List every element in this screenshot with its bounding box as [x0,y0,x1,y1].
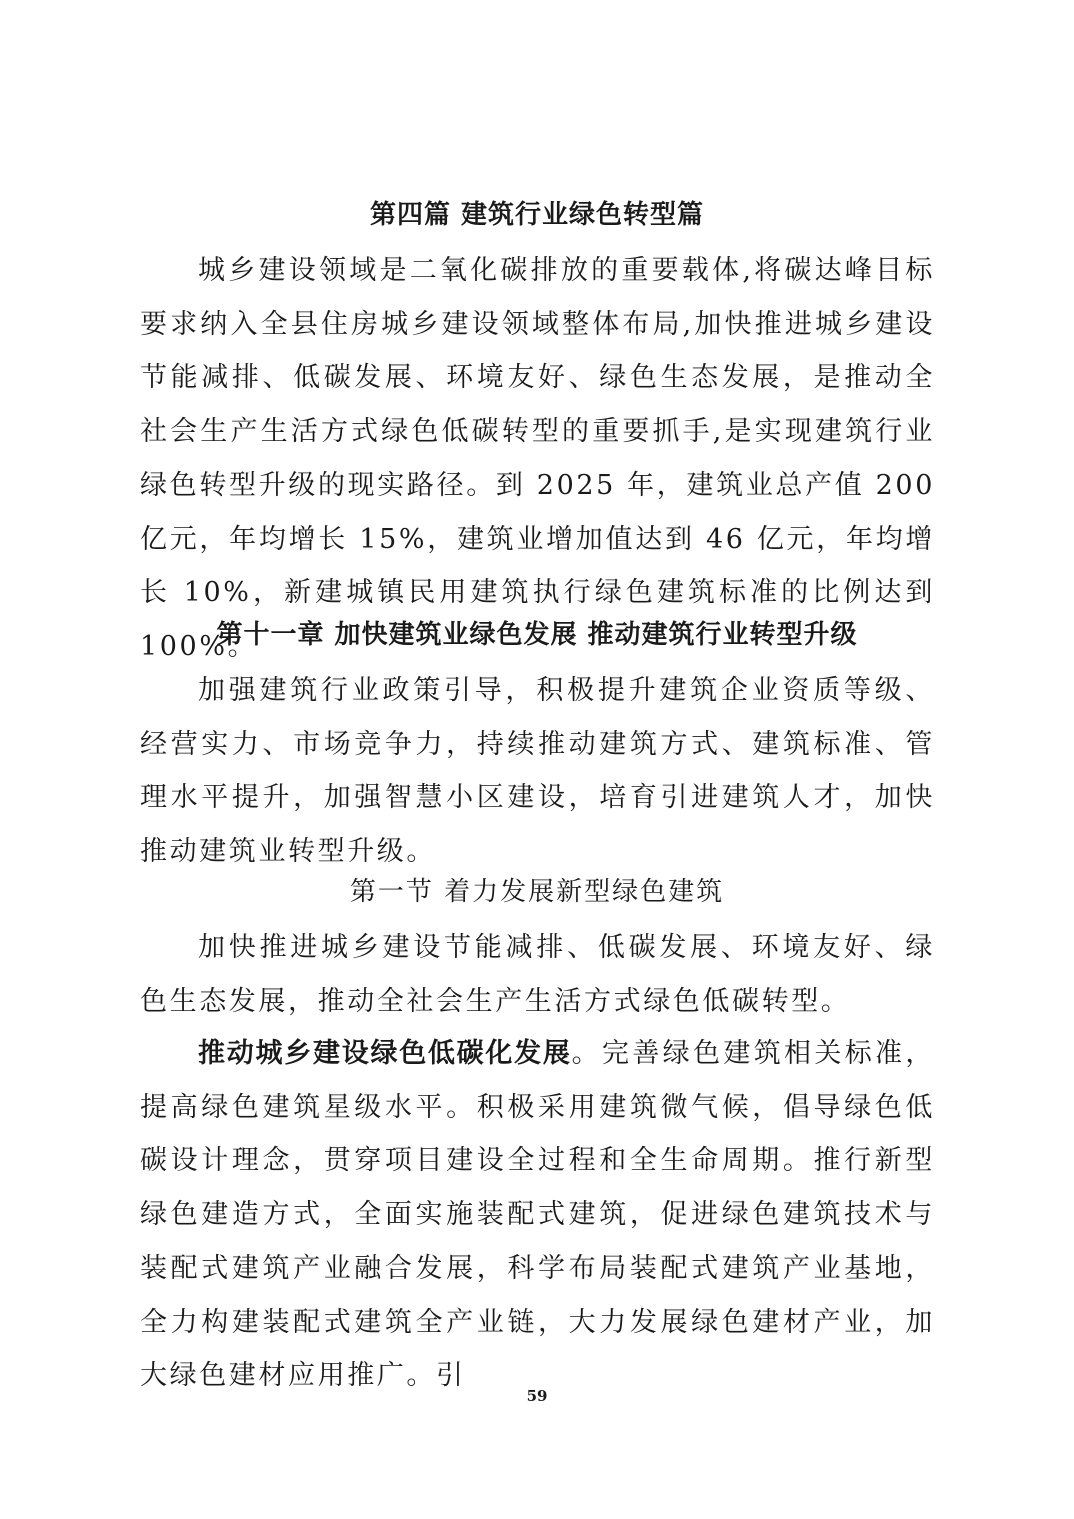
detail-paragraph [140,1027,935,1403]
section-title: 第一节 着力发展新型绿色建筑 [349,877,725,907]
intro-paragraph: 城乡建设领域是二氧化碳排放的重要载体,将碳达峰目标要求纳入全县住房城乡建设领域整体布局,加快推进城乡建设节能减排、低碳发展、环境友好、绿色生态发展，是推动全社会生产生活方式绿色低碳转型的重要抓手,是实现建筑行业绿色转型升级的现实路径。到 2025 年，建筑业总产值 200 亿元，年均增长 15%，建筑业增加值达到 46 亿元，年均增长 10%，新建城镇民用建筑执行绿色建筑标准的比例达到 100%。 [140,255,935,662]
chapter-title: 第十一章 加快建筑业绿色发展 推动建筑行业转型升级 [216,620,858,650]
page-number: 59 [526,1387,548,1405]
section-paragraph: 加快推进城乡建设节能减排、低碳发展、环境友好、绿色生态发展，推动全社会生产生活方式绿色低碳转型。 [140,932,935,1017]
detail-body-text: 。完善绿色建筑相关标准，提高绿色建筑星级水平。积极采用建筑微气候，倡导绿色低碳设计理念，贯穿项目建设全过程和全生命周期。推行新型绿色建造方式，全面实施装配式建筑，促进绿色建筑技术与装配式建筑产业融合发展，科学布局装配式建筑产业基地，全力构建装配式建筑全产业链，大力发展绿色建材产业，加大绿色建材应用推广。引 [140,1038,935,1392]
chapter-paragraph: 加强建筑行业政策引导，积极提升建筑企业资质等级、经营实力、市场竞争力，持续推动建筑方式、建筑标准、管理水平提升，加强智慧小区建设，培育引进建筑人才，加快推动建筑业转型升级。 [140,675,935,868]
part-title: 第四篇 建筑行业绿色转型篇 [369,200,705,230]
detail-lead-text: 推动城乡建设绿色低碳化发展 [198,1038,572,1069]
